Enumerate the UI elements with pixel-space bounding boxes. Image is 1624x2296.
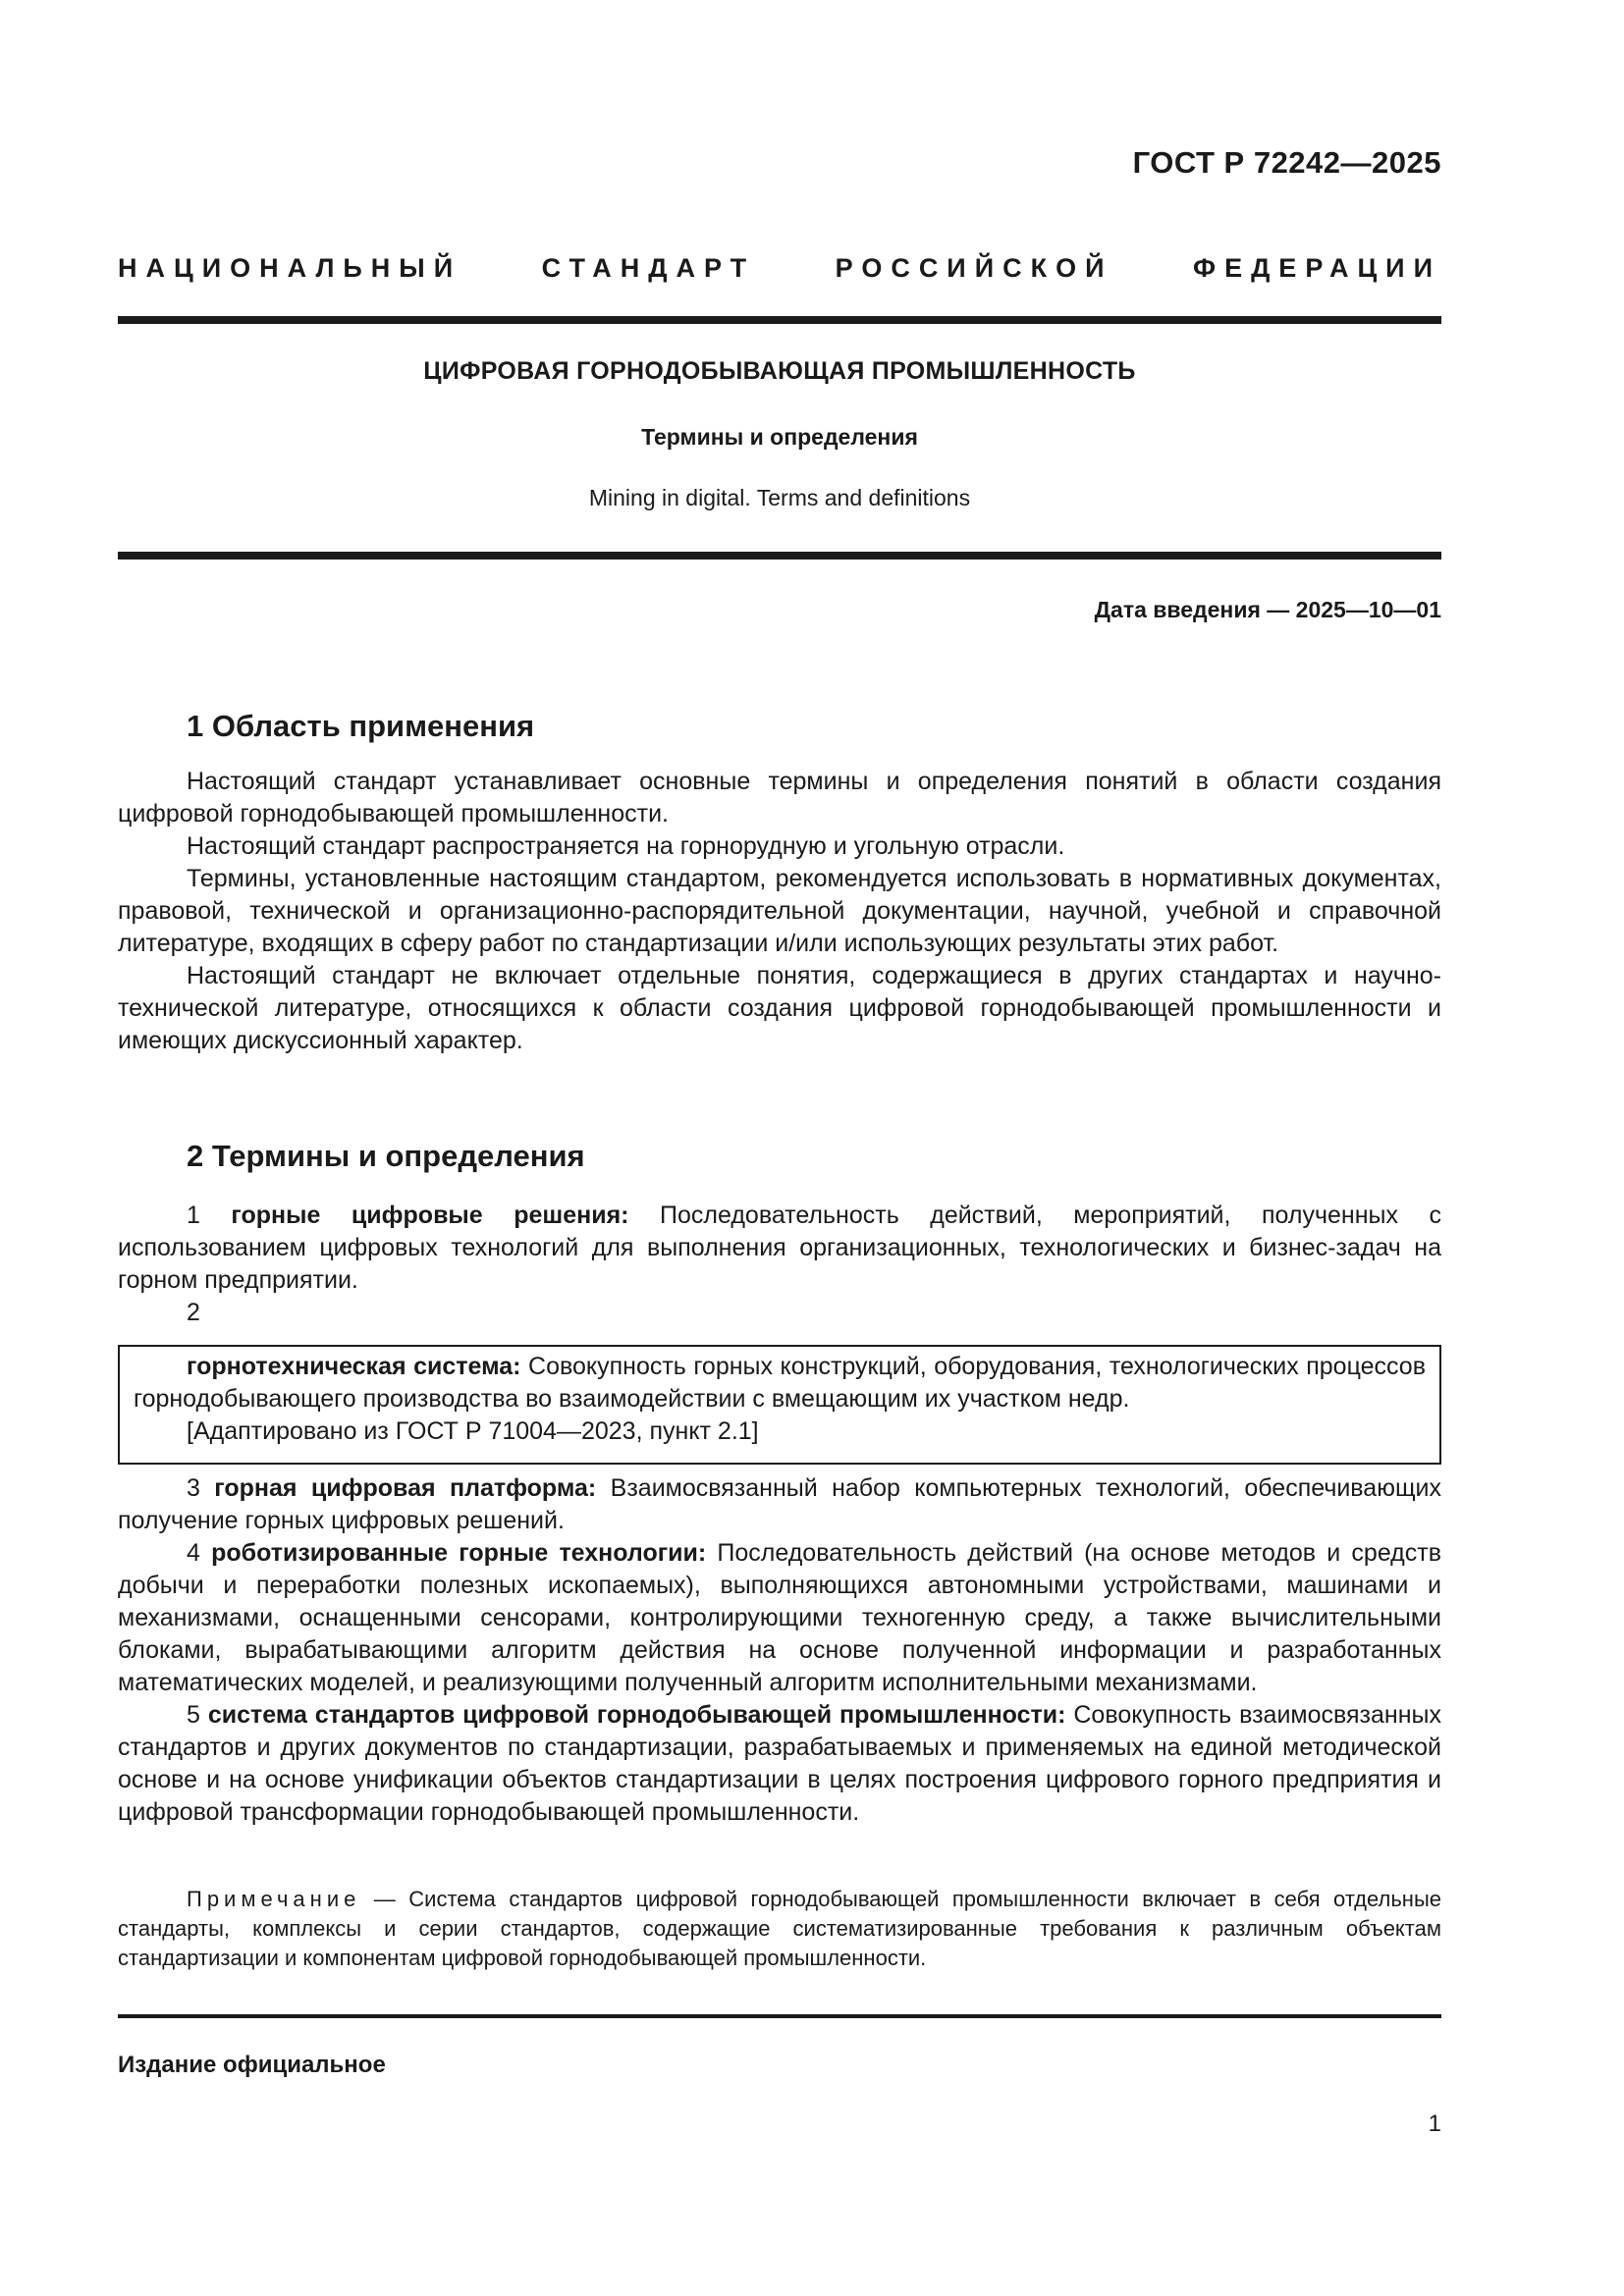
paragraph: Настоящий стандарт не включает отдельные понятия, содержащиеся в других стандартах и научно-технической литературе, относящихся к области создания цифровой горнодобывающей промышленности и имеющих дискуссионный характер. (118, 962, 1441, 1054)
term-source: [Адаптировано из ГОСТ Р 71004—2023, пункт 2.1] (187, 1417, 759, 1445)
page-number: 1 (1428, 2110, 1441, 2137)
note-label: Примечание (187, 1887, 361, 1911)
term-number: 5 (187, 1701, 200, 1729)
section-1-heading: 1 Область применения (187, 709, 535, 743)
note-block (118, 1885, 1441, 1973)
footer-rule (118, 2014, 1441, 2018)
note (118, 1885, 1441, 1973)
document-subtitle: Термины и определения (641, 424, 918, 450)
term-entry (118, 1537, 1441, 1699)
note-text: — Система стандартов цифровой горнодобывающей промышленности включает в себя отдельные стандарты, комплексы и серии стандартов, содержащие систематизированные требования к различным объектам стандартизации и компонентам цифровой горнодобывающей промышленности. (118, 1887, 1441, 1970)
term-definition: Последовательность действий (на основе методов и средств добычи и переработки полезных ископаемых), выполняющихся автономными устройствами, машинами и механизмами, оснащенными сенсорами, контролирующими техногенную среду, а также вычислительными блоками, вырабатывающими алгоритм действия на основе полученной информации и разработанных математических моделей, и реализующими полученный алгоритм исполнительными механизмами. (118, 1539, 1442, 1696)
term-number: 3 (187, 1474, 200, 1502)
term-definition: Совокупность горных конструкций, оборудования, технологических процессов горнодобывающего производства во взаимодействии с вмещающим их участком недр. (134, 1353, 1426, 1413)
term-name: роботизированные горные технологии: (211, 1539, 707, 1567)
term-name: горная цифровая платформа: (214, 1474, 597, 1502)
term-entry (134, 1351, 1426, 1415)
term-2-box (118, 1345, 1441, 1465)
term-entry (118, 1699, 1441, 1829)
term-definition: Взаимосвязанный набор компьютерных технологий, обеспечивающих получение горных цифровых решений. (118, 1474, 1441, 1534)
header-rule (118, 316, 1441, 324)
document-code: ГОСТ Р 72242—2025 (1132, 145, 1441, 180)
title-rule (118, 552, 1441, 560)
term-number-standalone: 2 (187, 1299, 200, 1326)
section-1-body (118, 766, 1441, 1057)
document-title-english: Mining in digital. Terms and definitions (588, 485, 971, 510)
paragraph: Настоящий стандарт распространяется на горнорудную и угольную отрасли. (187, 832, 1065, 860)
edition-label: Издание официальное (118, 2052, 386, 2078)
term-name: горные цифровые решения: (231, 1201, 629, 1229)
term-number: 4 (187, 1539, 200, 1567)
term-number: 1 (187, 1201, 200, 1229)
term-definition: Совокупность взаимосвязанных стандартов и других документов по стандартизации, разрабатываемых и применяемых на единой методической основе и на основе унификации объектов стандартизации в целях построения цифрового горного предприятия и цифровой трансформации горнодобывающей промышленности. (118, 1701, 1441, 1826)
section-2-heading: 2 Термины и определения (187, 1139, 585, 1173)
document-title: ЦИФРОВАЯ ГОРНОДОБЫВАЮЩАЯ ПРОМЫШЛЕННОСТЬ (423, 357, 1136, 385)
national-standard-banner: НАЦИОНАЛЬНЫЙ СТАНДАРТ РОССИЙСКОЙ ФЕДЕРАЦИИ (118, 253, 1441, 283)
term-definition: Последовательность действий, мероприятий, полученных с использованием цифровых технологий для выполнения организационных, технологических и бизнес-задач на горном предприятии. (118, 1201, 1441, 1294)
term-entry (118, 1200, 1441, 1297)
term-entry (118, 1472, 1441, 1537)
paragraph: Настоящий стандарт устанавливает основные термины и определения понятий в области создания цифровой горнодобывающей промышленности. (118, 768, 1441, 828)
term-name: горнотехническая система: (187, 1353, 521, 1380)
terms-3-5 (118, 1472, 1441, 1829)
term-1 (118, 1200, 1441, 1329)
paragraph: Термины, установленные настоящим стандартом, рекомендуется использовать в нормативных документах, правовой, технической и организационно-распорядительной документации, научной, учебной и справочной литературе, входящих в сферу работ по стандартизации и/или использующих результаты этих работ. (118, 865, 1441, 957)
term-name: система стандартов цифровой горнодобывающей промышленности: (207, 1701, 1066, 1729)
introduction-date: Дата введения — 2025—10—01 (1094, 597, 1441, 622)
